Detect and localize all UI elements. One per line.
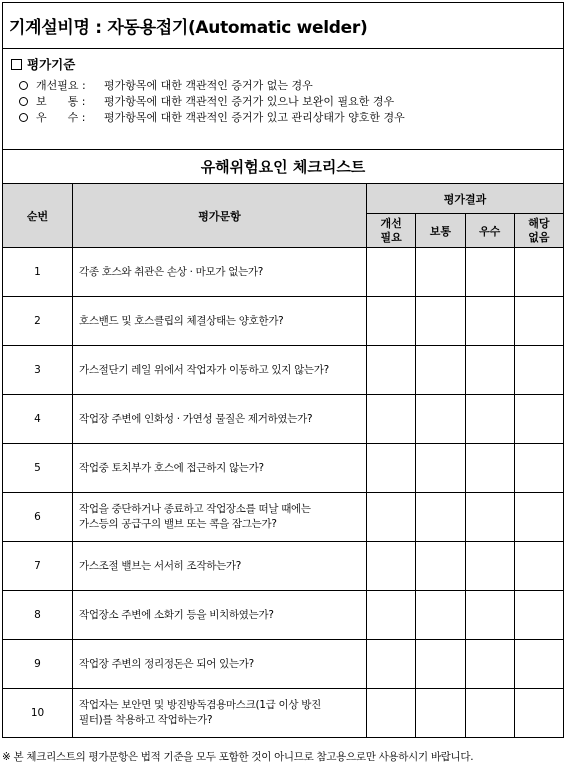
result-cell-normal[interactable]: [416, 346, 465, 395]
criteria-item-excellent: [11, 109, 555, 125]
criteria-heading-label: 평가기준: [27, 57, 76, 72]
result-cell-excellent[interactable]: [465, 346, 514, 395]
row-question: 작업장 주변의 정리정돈은 되어 있는가?: [73, 640, 367, 689]
result-cell-improve[interactable]: [367, 395, 416, 444]
table-row: [3, 542, 564, 591]
criteria-label: 보 통 :: [36, 95, 86, 108]
header-result-group: 평가결과: [367, 184, 564, 214]
criteria-desc: 평가항목에 대한 객관적인 증거가 있고 관리상태가 양호한 경우: [104, 111, 405, 124]
result-cell-na[interactable]: [514, 542, 563, 591]
table-row: [3, 493, 564, 542]
criteria-item-normal: [11, 93, 555, 109]
header-result-improve: 개선 필요: [367, 214, 416, 248]
result-cell-normal[interactable]: [416, 493, 465, 542]
checklist-document: [2, 2, 564, 738]
table-row: [3, 395, 564, 444]
header-result-normal: 보통: [416, 214, 465, 248]
checkbox-icon: [11, 59, 22, 70]
table-row: [3, 248, 564, 297]
checklist-table: [2, 183, 564, 738]
row-num: 9: [3, 640, 73, 689]
row-question: 호스밴드 및 호스클립의 체결상태는 양호한가?: [73, 297, 367, 346]
row-num: 7: [3, 542, 73, 591]
result-cell-excellent[interactable]: [465, 493, 514, 542]
result-cell-excellent[interactable]: [465, 297, 514, 346]
result-cell-normal[interactable]: [416, 542, 465, 591]
result-cell-improve[interactable]: [367, 640, 416, 689]
circle-icon: [19, 97, 28, 106]
result-cell-improve[interactable]: [367, 689, 416, 738]
header-result-na: 해당 없음: [514, 214, 563, 248]
table-row: [3, 689, 564, 738]
result-cell-excellent[interactable]: [465, 248, 514, 297]
criteria-heading: [11, 55, 555, 73]
table-row: [3, 591, 564, 640]
criteria-item-improve: [11, 77, 555, 93]
result-cell-improve[interactable]: [367, 346, 416, 395]
result-cell-improve[interactable]: [367, 542, 416, 591]
result-cell-na[interactable]: [514, 395, 563, 444]
result-cell-excellent[interactable]: [465, 591, 514, 640]
result-cell-na[interactable]: [514, 640, 563, 689]
header-num: 순번: [3, 184, 73, 248]
result-cell-excellent[interactable]: [465, 640, 514, 689]
criteria-section: [2, 48, 564, 149]
result-cell-excellent[interactable]: [465, 395, 514, 444]
result-cell-normal[interactable]: [416, 591, 465, 640]
row-question: 작업중 토치부가 호스에 접근하지 않는가?: [73, 444, 367, 493]
row-num: 10: [3, 689, 73, 738]
result-cell-excellent[interactable]: [465, 444, 514, 493]
row-num: 5: [3, 444, 73, 493]
criteria-label: 우 수 :: [36, 111, 86, 124]
result-cell-normal[interactable]: [416, 248, 465, 297]
result-cell-improve[interactable]: [367, 591, 416, 640]
circle-icon: [19, 113, 28, 122]
row-question: 작업장소 주변에 소화기 등을 비치하였는가?: [73, 591, 367, 640]
result-cell-improve[interactable]: [367, 297, 416, 346]
result-cell-excellent[interactable]: [465, 689, 514, 738]
row-question: 작업을 중단하거나 종료하고 작업장소를 떠날 때에는 가스등의 공급구의 밸브 또는 콕을 잠그는가?: [73, 493, 367, 542]
footer-note: ※ 본 체크리스트의 평가문항은 법적 기준을 모두 포함한 것이 아니므로 참고용으로만 사용하시기 바랍니다.: [2, 751, 474, 763]
table-row: [3, 346, 564, 395]
result-cell-normal[interactable]: [416, 640, 465, 689]
result-cell-na[interactable]: [514, 297, 563, 346]
row-question: 작업장 주변에 인화성 · 가연성 물질은 제거하였는가?: [73, 395, 367, 444]
row-num: 1: [3, 248, 73, 297]
row-question: 가스절단기 레일 위에서 작업자가 이동하고 있지 않는가?: [73, 346, 367, 395]
result-cell-na[interactable]: [514, 444, 563, 493]
row-num: 2: [3, 297, 73, 346]
result-cell-improve[interactable]: [367, 444, 416, 493]
row-num: 4: [3, 395, 73, 444]
criteria-label: 개선필요 :: [36, 79, 86, 92]
header-question: 평가문항: [73, 184, 367, 248]
result-cell-excellent[interactable]: [465, 542, 514, 591]
result-cell-normal[interactable]: [416, 689, 465, 738]
row-num: 6: [3, 493, 73, 542]
row-num: 8: [3, 591, 73, 640]
criteria-desc: 평가항목에 대한 객관적인 증거가 있으나 보완이 필요한 경우: [104, 95, 395, 108]
row-question: 작업자는 보안면 및 방진방독겸용마스크(1급 이상 방진 필터)를 착용하고 작업하는가?: [73, 689, 367, 738]
result-cell-na[interactable]: [514, 689, 563, 738]
header-result-excellent: 우수: [465, 214, 514, 248]
row-num: 3: [3, 346, 73, 395]
result-cell-na[interactable]: [514, 591, 563, 640]
row-question: 가스조절 밸브는 서서히 조작하는가?: [73, 542, 367, 591]
result-cell-na[interactable]: [514, 493, 563, 542]
result-cell-improve[interactable]: [367, 493, 416, 542]
checklist-title: 유해위험요인 체크리스트: [2, 149, 564, 183]
circle-icon: [19, 81, 28, 90]
result-cell-na[interactable]: [514, 346, 563, 395]
table-row: [3, 640, 564, 689]
result-cell-na[interactable]: [514, 248, 563, 297]
result-cell-normal[interactable]: [416, 395, 465, 444]
result-cell-normal[interactable]: [416, 444, 465, 493]
row-question: 각종 호스와 취관은 손상 · 마모가 없는가?: [73, 248, 367, 297]
result-cell-normal[interactable]: [416, 297, 465, 346]
table-row: [3, 444, 564, 493]
criteria-desc: 평가항목에 대한 객관적인 증거가 없는 경우: [104, 79, 313, 92]
page-title: 기계설비명 : 자동용접기(Automatic welder): [2, 2, 564, 48]
table-row: [3, 297, 564, 346]
result-cell-improve[interactable]: [367, 248, 416, 297]
